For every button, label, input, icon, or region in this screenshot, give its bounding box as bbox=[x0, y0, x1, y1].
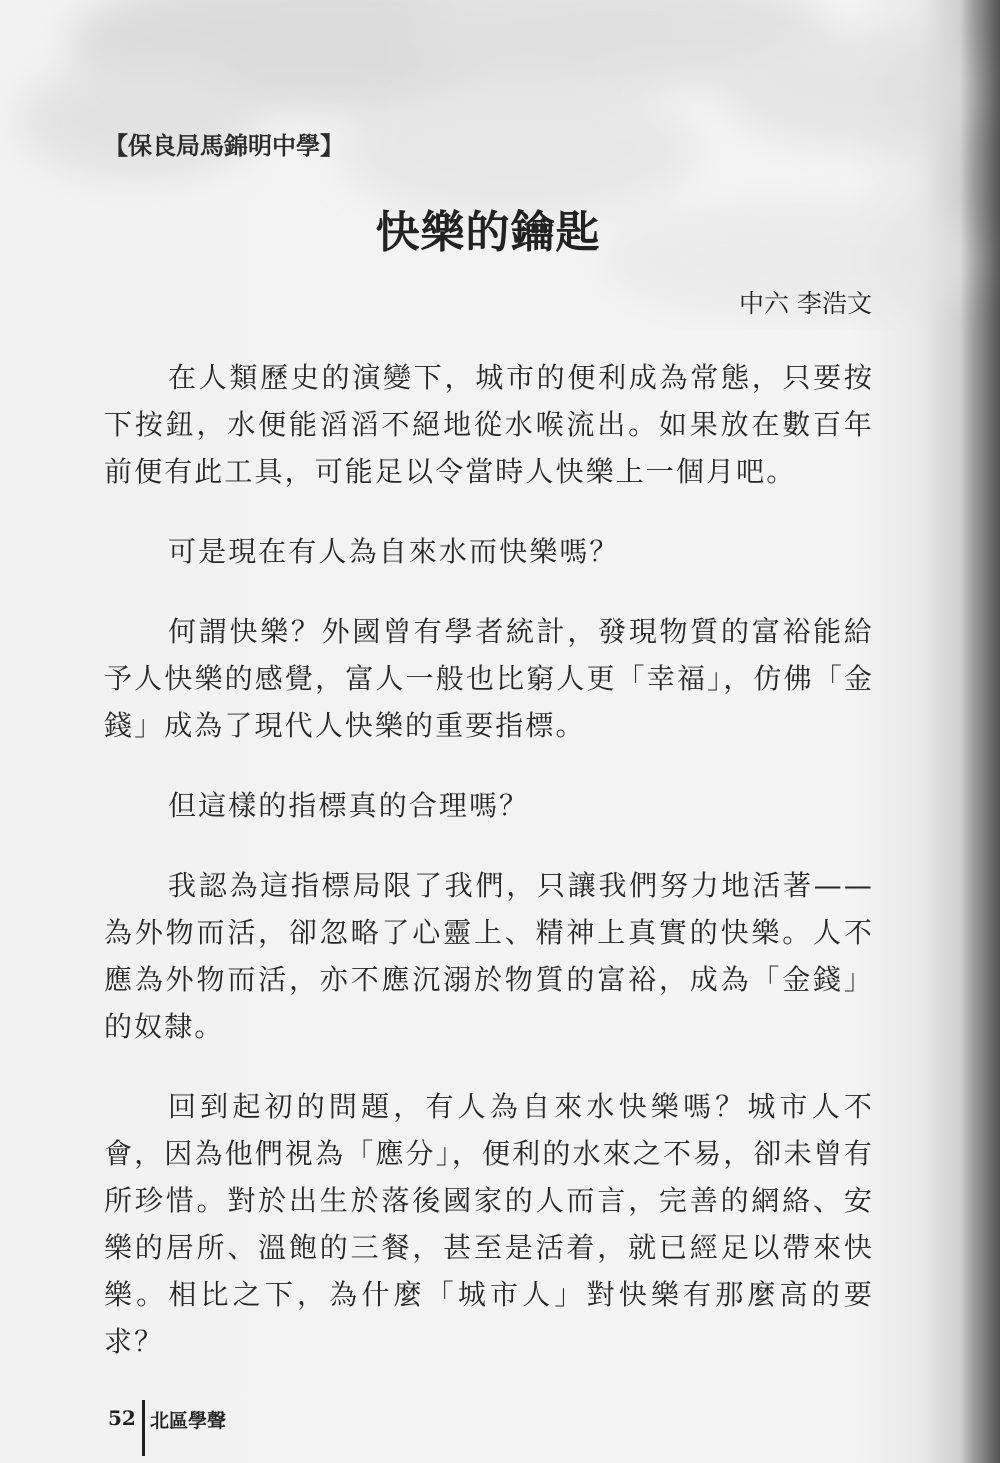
page-number: 52 bbox=[108, 1406, 136, 1430]
article-title: 快樂的鑰匙 bbox=[375, 207, 601, 258]
paragraph-1: 在人類歷史的演變下，城市的便利成為常態，只要按下按鈕，水便能滔滔不絕地從水喉流出。如果放在數百年前便有此工具，可能足以令當時人快樂上一個月吧。 bbox=[104, 361, 874, 488]
paragraph-2: 可是現在有人為自來水而快樂嗎？ bbox=[168, 535, 620, 568]
paragraph-6: 回到起初的問題，有人為自來水快樂嗎？城市人不會，因為他們視為「應分」，便利的水來之不易，卻未曾有所珍惜。對於出生於落後國家的人而言，完善的網絡、安樂的居所、溫飽的三餐，甚至是活着，就已經足以帶來快樂。相比之下，為什麼「城市人」對快樂有那麼高的要求？ bbox=[104, 1090, 874, 1358]
footer-divider bbox=[142, 1400, 145, 1456]
paragraph-4: 但這樣的指標真的合理嗎？ bbox=[168, 789, 530, 822]
paragraph-5: 我認為這指標局限了我們，只讓我們努力地活著——為外物而活，卻忽略了心靈上、精神上真實的快樂。人不應為外物而活，亦不應沉溺於物質的富裕，成為「金錢」的奴隸。 bbox=[104, 869, 874, 1043]
article-body bbox=[104, 354, 874, 1398]
paragraph-3: 何謂快樂？外國曾有學者統計，發現物質的富裕能給予人快樂的感覺，富人一般也比窮人更「幸福」，仿佛「金錢」成為了現代人快樂的重要指標。 bbox=[104, 615, 874, 742]
watercolor-decoration bbox=[0, 0, 1000, 330]
article-author: 中六 李浩文 bbox=[739, 289, 872, 318]
publication-name: 北區學聲 bbox=[150, 1410, 227, 1432]
school-name: 【保良局馬錦明中學】 bbox=[104, 132, 344, 160]
